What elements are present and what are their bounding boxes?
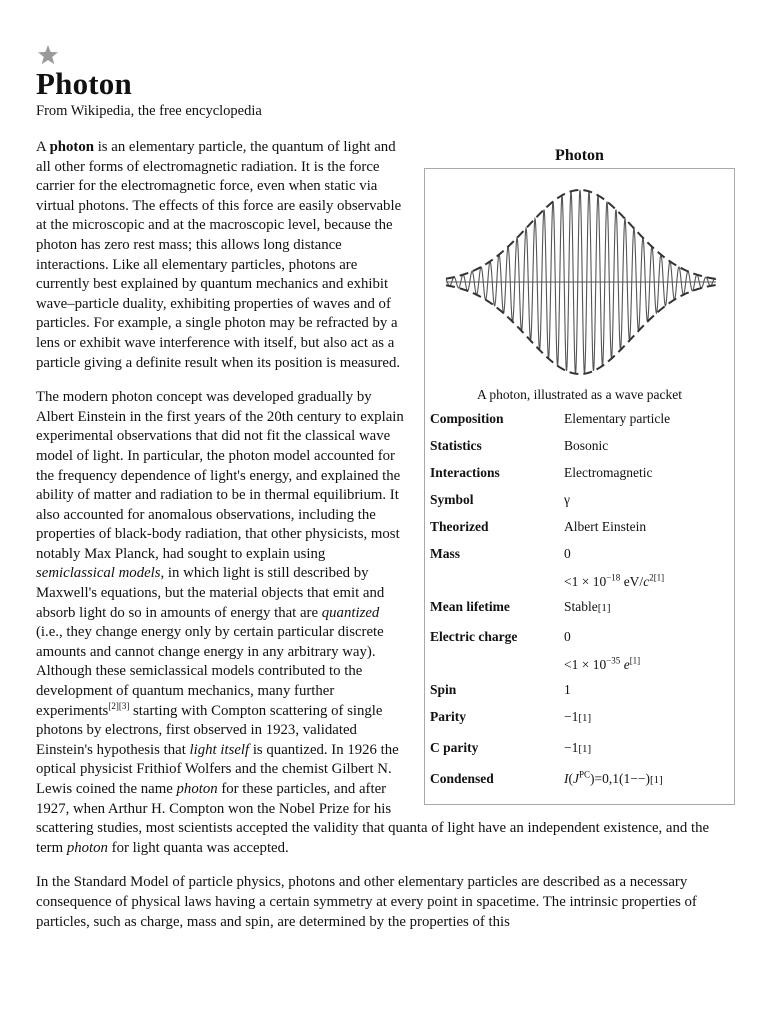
ref-link[interactable]: [1] bbox=[649, 774, 663, 786]
row-statistics: Statistics Bosonic bbox=[430, 438, 609, 453]
row-spin: Spin 1 bbox=[430, 682, 571, 697]
ref-link[interactable]: [1] bbox=[578, 743, 592, 755]
row-parity: Parity −1[1] bbox=[430, 709, 592, 724]
wave-packet-illustration bbox=[426, 179, 735, 389]
row-cparity: C parity −1[1] bbox=[430, 740, 592, 755]
infobox-caption: A photon, illustrated as a wave packet bbox=[476, 387, 683, 402]
charge-limit: $<1 \times 10^{-35}$ e[1] bbox=[564, 655, 641, 672]
row-composition: Composition Elementary particle bbox=[430, 411, 671, 426]
ref-link[interactable]: [2][3] bbox=[108, 700, 130, 711]
row-mass: Mass 0 $<1 \times 10^{-18}$ $eV/c^{2[1]}$ bbox=[430, 544, 670, 597]
link-albert-einstein[interactable]: Albert Einstein bbox=[564, 519, 647, 534]
page-title: Photon bbox=[36, 66, 132, 101]
page-subtitle: From Wikipedia, the free encyclopedia bbox=[36, 103, 262, 119]
ref-link[interactable]: [1] bbox=[653, 572, 665, 583]
ref-link[interactable]: [1] bbox=[597, 602, 611, 614]
ref-link[interactable]: [1] bbox=[578, 712, 592, 724]
paragraph-intro: A photon is an elementary particle, the quantum of light and all other forms of electromagnetic radiation. It is the force carrier for the electromagnetic force, even when static via virtual photons. The effects of this force are easily observable at the microscopic and at the macroscopic level, because the photon has zero rest mass; this allows long distance interactions. Like all elementary particles, photons are currently best explained by quantum mechanics and exhibit wave–particle duality, exhibiting properties of waves and of particles. For example, a single photon may be refracted by a lens or exhibit wave interference with itself, but also act as a particle giving a definite result when its position is measured. bbox=[36, 139, 402, 371]
star-icon[interactable] bbox=[37, 44, 59, 66]
properties-table bbox=[430, 409, 670, 796]
infobox-frame bbox=[424, 168, 735, 805]
row-condensed: Condensed $I(J^{PC})=0,1(1--)[1]$ bbox=[430, 769, 663, 786]
row-charge: Electric charge 0 $<1 \times 10^{-35}$ e[1] bbox=[430, 627, 670, 680]
infobox bbox=[424, 136, 735, 805]
row-symbol: Symbol γ bbox=[430, 492, 570, 507]
ref-link[interactable]: [1] bbox=[629, 655, 641, 666]
row-lifetime: Mean lifetime Stable[1] bbox=[430, 599, 611, 614]
paragraph-history: The modern photon concept was developed gradually by Albert Einstein in the first years of the 20th century to explain experimental observations that did not fit the classical wave model of light. In particular, the photon model accounted for the frequency dependence of light's energy, and explained the ability of matter and radiation to be in thermal equilibrium. It also accounted for anomalous observations, including the properties of black-body radiation, that other physicists, most notably Max Planck, had sought to explain using semiclassical models, in which light is still described by Maxwell's equations, but the material objects that emit and absorb light do so in amounts of energy that are quantized (i.e., they change energy only by certain particular discrete amounts and cannot change energy in any arbitrary way). Although these semiclassical models contributed to the development of quantum mechanics, many further experiments[2][3] starting with Compton scattering of single photons by electrons, first observed in 1923, validated Einstein's hypothesis that light itself is quantized. In 1926 the optical physicist Frithiof Wolfers and the chemist Gilbert N. Lewis coined the name photon for these particles, and after 1927, when Arthur H. Compton won the Nobel Prize for his scattering studies, most scientists accepted the validity that quanta of light have an independent existence, and the term photon for light quanta was accepted. bbox=[36, 389, 710, 856]
mass-limit: $<1 \times 10^{-18}$ $eV/c^{2[1]}$ bbox=[564, 572, 665, 589]
infobox-title: Photon bbox=[555, 147, 604, 164]
row-interactions: Interactions Electromagnetic bbox=[430, 465, 653, 480]
article-body bbox=[36, 138, 732, 947]
paragraph-standard-model: In the Standard Model of particle physics, photons and other elementary particles are described as a necessary consequence of physical laws having a certain symmetry at every point in spacetime. The intrinsic properties of particles, such as charge, mass and spin, are determined by the properties of this bbox=[36, 874, 697, 930]
row-theorized: Theorized Albert Einstein bbox=[430, 517, 670, 544]
